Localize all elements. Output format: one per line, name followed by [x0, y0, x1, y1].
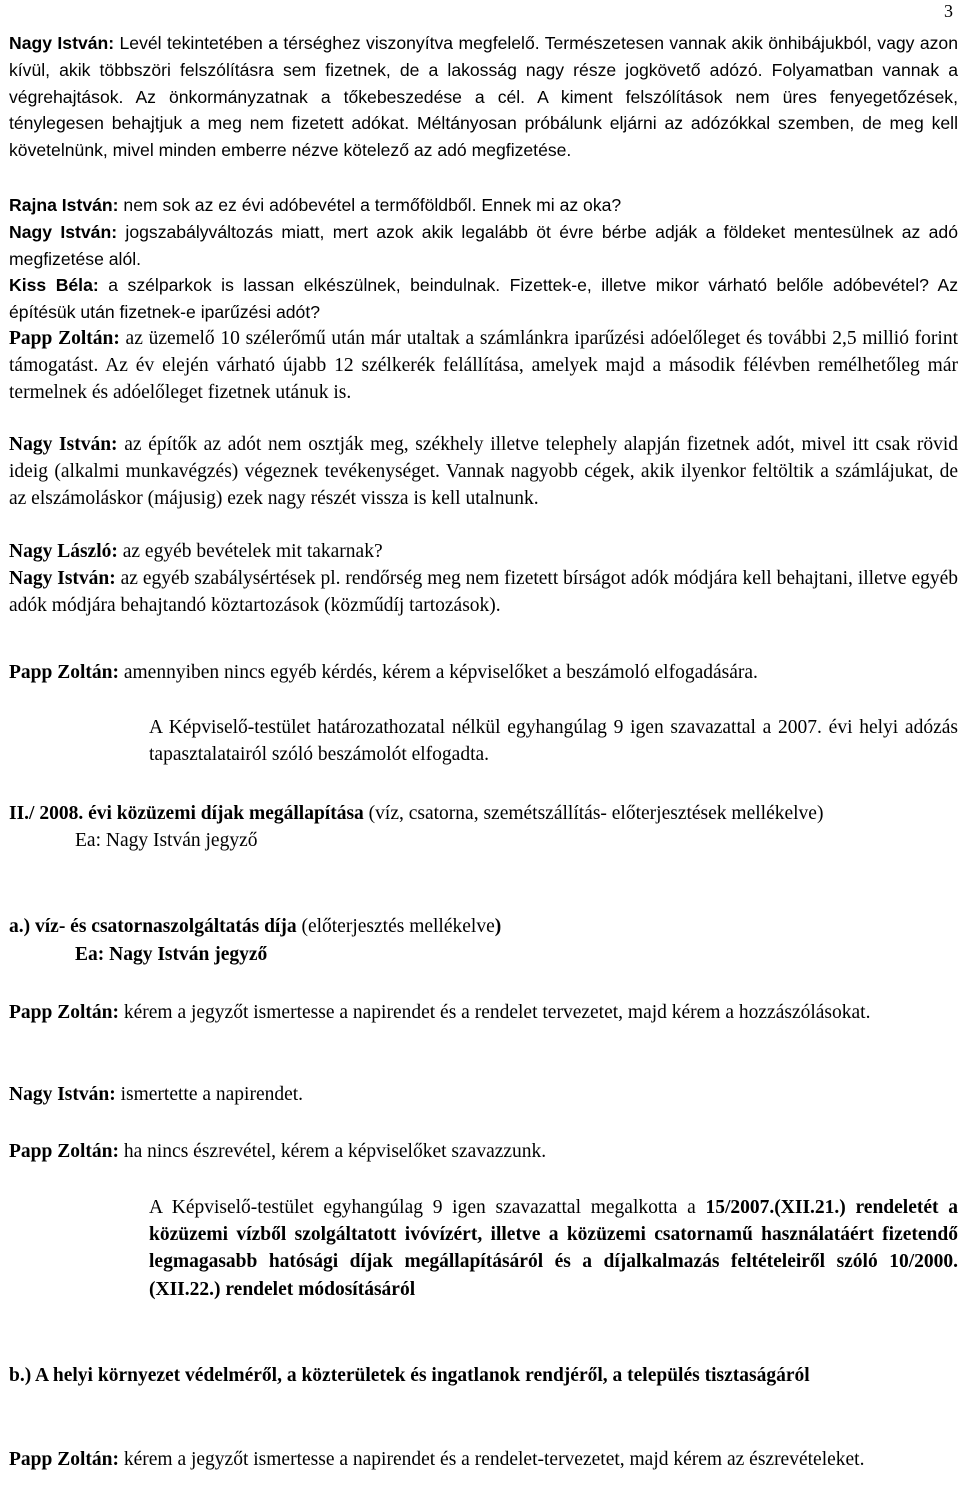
speaker: Papp Zoltán: — [9, 662, 119, 683]
paragraph-papp-zoltan-3 — [9, 999, 958, 1026]
paragraph-papp-zoltan-2 — [9, 660, 958, 687]
resolution-text-2 — [149, 1194, 958, 1303]
page-number: 3 — [944, 1, 953, 21]
agenda-item-ii — [9, 800, 958, 855]
agenda-title: b.) A helyi környezet védelméről, a közterületek és ingatlanok rendjéről, a település tisztaságáról — [9, 1365, 810, 1386]
presenter: Ea: Nagy István jegyző — [75, 943, 268, 965]
presenter: Ea: Nagy István jegyző — [75, 830, 258, 851]
speaker: Nagy István: — [9, 222, 118, 242]
paragraph-nagy-laszlo — [9, 539, 958, 566]
paragraph-nagy-istvan-3 — [9, 432, 958, 512]
paragraph-text: jogszabályváltozás miatt, mert azok akik legalább öt évre bérbe adják a földeket mentesülnek az adó megfizetése alól. — [9, 222, 958, 269]
speaker: Papp Zoltán: — [9, 1141, 119, 1162]
speaker: Nagy István: — [9, 434, 118, 455]
paragraph-nagy-istvan-5 — [9, 1082, 958, 1109]
speaker: Rajna István: — [9, 195, 119, 215]
agenda-item-a — [9, 914, 958, 968]
paragraph-papp-zoltan-5 — [9, 1446, 958, 1473]
speaker: Nagy István: — [9, 33, 115, 53]
paragraph-papp-zoltan-4 — [9, 1139, 958, 1166]
speaker: Papp Zoltán: — [9, 1449, 119, 1470]
agenda-note: (előterjesztés mellékelve — [296, 916, 495, 937]
paragraph-text: az egyéb szabálysértések pl. rendőrség meg nem fizetett bírságot adók módjára kell behajtani, illetve egyéb adók módjára behajtandó köztartozások (közműdíj tartozások). — [9, 568, 959, 616]
paragraph-text: az üzemelő 10 szélerőmű után már utaltak a számlánkra iparűzési adóelőleget és további 2,5 millió forint támogatást. Az év elején várható újabb 12 szélkerék felállítása, amelyek majd a második félévben remélhetőleg már termelnek és adóelőleget fizetnek utánuk is. — [9, 328, 958, 403]
speaker: Papp Zoltán: — [9, 1002, 119, 1023]
speaker: Nagy László: — [9, 541, 118, 562]
paragraph-text: ha nincs észrevétel, kérem a képviselőket szavazzunk. — [118, 1141, 547, 1162]
speaker: Nagy István: — [9, 568, 116, 589]
paragraph-text: az egyéb bevételek mit takarnak? — [117, 541, 383, 562]
paragraph-nagy-istvan-1 — [9, 30, 958, 164]
paragraph-nagy-istvan-4 — [9, 566, 958, 620]
paragraph-text: az építők az adót nem osztják meg, székhely illetve telephely alapján fizetnek adót, mivel itt csak rövid ideig (alkalmi munkavégzés) végeznek tevékenységet. Vannak nagyobb cégek, akik ilyenkor feltöltik a számlájukat, de az elszámoláskor (májusig) ezek nagy részét vissza is kell utalnunk. — [9, 434, 959, 509]
paragraph-text: amennyiben nincs egyéb kérdés, kérem a képviselőket a beszámoló elfogadására. — [118, 662, 758, 683]
paragraph-text: kérem a jegyzőt ismertesse a napirendet és a rendelet-tervezetet, majd kérem az észrevételeket. — [118, 1449, 865, 1470]
speaker: Nagy István: — [9, 1084, 116, 1105]
paragraph-papp-zoltan-1 — [9, 326, 958, 406]
paragraph-text: a szélparkok is lassan elkészülnek, beindulnak. Fizettek-e, illetve mikor várható belőle adóbevétel? Az építésük után fizetnek-e iparűzési adót? — [9, 275, 958, 322]
agenda-item-b — [9, 1362, 958, 1389]
agenda-title: II./ 2008. évi közüzemi díjak megállapítása — [9, 803, 364, 824]
speaker: Papp Zoltán: — [9, 328, 120, 349]
agenda-title: a.) víz- és csatornaszolgáltatás díja — [9, 916, 297, 937]
agenda-close-paren: ) — [494, 916, 502, 937]
paragraph-kiss-bela — [9, 272, 958, 326]
resolution-text: A Képviselő-testület határozathozatal nélkül egyhangúlag 9 igen szavazattal a 2007. évi helyi adózás tapasztalatairól szóló beszámolót elfogadta. — [149, 717, 958, 765]
resolution-text-1 — [149, 714, 958, 768]
agenda-note: (víz, csatorna, szemétszállítás- előterjesztések mellékelve) — [363, 803, 824, 824]
speaker: Kiss Béla: — [9, 275, 99, 295]
resolution-title: 15/2007.(XII.21.) rendeletét a közüzemi vízből szolgáltatott ivóvízért, illetve a közüzemi csatornamű használatáért fizetendő legmagasabb hatósági díjak megállapításáról és a díjalkalmazás feltételeiről szóló 10/2000. (XII.22.) rendelet módosításáról — [149, 1197, 958, 1300]
paragraph-text: Levél tekintetében a térséghez viszonyítva megfelelő. Természetesen vannak akik önhibájukból, vagy azon kívül, akik többszöri felszólításra sem fizetnek, de a lakosság nagy része jogkövető adózó. Folyamatban vannak a végrehajtások. Az önkormányzatnak a tőkebeszedése a cél. A kiment felszólítások nem üres fenyegetőzések, ténylegesen behajtjuk a meg nem fizetett adókat. Méltányosan próbálunk eljárni az adózókkal szemben, de meg kell követelnünk, mivel minden emberre nézve kötelező az adó megfizetése. — [9, 33, 958, 161]
paragraph-text: ismertette a napirendet. — [115, 1084, 304, 1105]
paragraph-text: nem sok az ez évi adóbevétel a termőföldből. Ennek mi az oka? — [118, 195, 622, 215]
paragraph-nagy-istvan-2 — [9, 219, 958, 272]
paragraph-rajna-istvan — [9, 192, 958, 219]
paragraph-text: kérem a jegyzőt ismertesse a napirendet és a rendelet tervezetet, majd kérem a hozzászólásokat. — [118, 1002, 871, 1023]
resolution-text: A Képviselő-testület egyhangúlag 9 igen szavazattal megalkotta a — [149, 1197, 706, 1218]
